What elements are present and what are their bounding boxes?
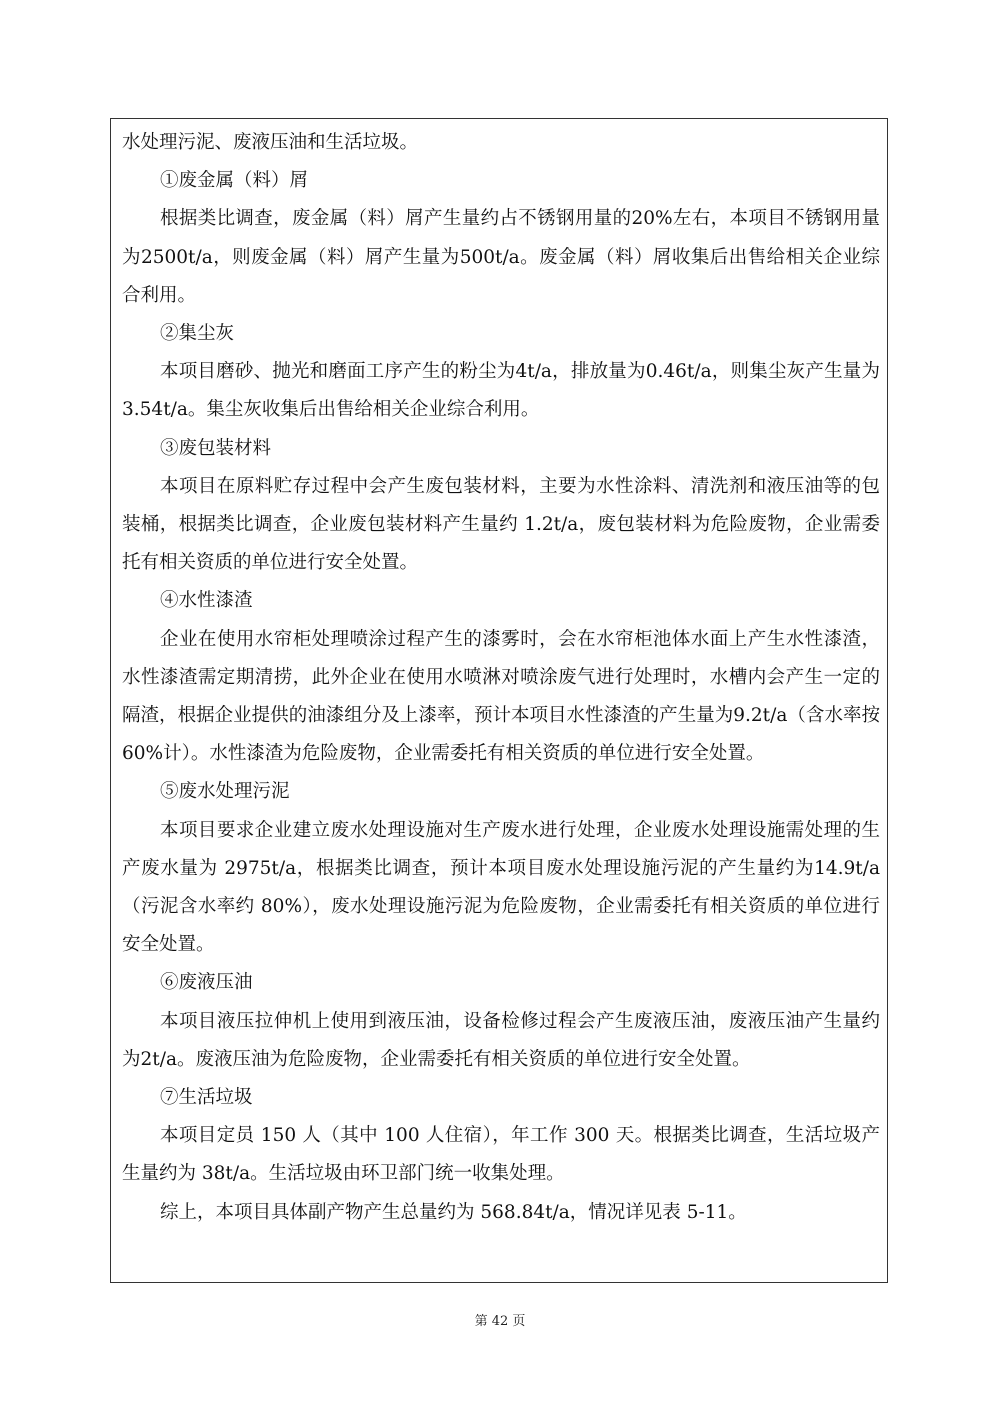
document-body xyxy=(122,124,880,1232)
paragraph-hydraulic-oil: 本项目液压拉伸机上使用到液压油，设备检修过程会产生废液压油，废液压油产生量约为2t/a。废液压油为危险废物，企业需委托有相关资质的单位进行安全处置。 xyxy=(122,1010,880,1070)
page-number: 第 42 页 xyxy=(474,1314,526,1329)
section-heading-packaging: ③废包装材料 xyxy=(160,437,272,459)
paragraph-summary: 综上，本项目具体副产物产生总量约为 568.84t/a，情况详见表 5-11。 xyxy=(160,1201,747,1223)
section-heading-dust: ②集尘灰 xyxy=(160,323,235,345)
paragraph-packaging: 本项目在原料贮存过程中会产生废包装材料，主要为水性涂料、清洗剂和液压油等的包装桶，根据类比调查，企业废包装材料产生量约 1.2t/a，废包装材料为危险废物，企业需委托有相关资质的单位进行安全处置。 xyxy=(122,475,880,574)
section-heading-sludge: ⑤废水处理污泥 xyxy=(160,781,290,803)
paragraph-scrap-metal: 根据类比调查，废金属（料）屑产生量约占不锈钢用量的20%左右，本项目不锈钢用量为2500t/a，则废金属（料）屑产生量为500t/a。废金属（料）屑收集后出售给相关企业综合利用。 xyxy=(122,208,880,306)
paragraph-dust: 本项目磨砂、抛光和磨面工序产生的粉尘为4t/a，排放量为0.46t/a，则集尘灰产生量为3.54t/a。集尘灰收集后出售给相关企业综合利用。 xyxy=(122,361,880,421)
section-heading-scrap-metal: ①废金属（料）屑 xyxy=(160,170,309,192)
paragraph-domestic-waste: 本项目定员 150 人（其中 100 人住宿），年工作 300 天。根据类比调查，生活垃圾产生量约为 38t/a。生活垃圾由环卫部门统一收集处理。 xyxy=(122,1125,880,1185)
section-heading-paint-residue: ④水性漆渣 xyxy=(160,590,253,612)
paragraph-sludge: 本项目要求企业建立废水处理设施对生产废水进行处理，企业废水处理设施需处理的生产废水量为 2975t/a，根据类比调查，预计本项目废水处理设施污泥的产生量约为14.9t/a（污泥含水率约 80%），废水处理设施污泥为危险废物，企业需委托有相关资质的单位进行安全处置。 xyxy=(122,819,880,956)
section-heading-hydraulic-oil: ⑥废液压油 xyxy=(160,972,253,994)
paragraph-continuation: 水处理污泥、废液压油和生活垃圾。 xyxy=(122,132,419,153)
paragraph-paint-residue: 企业在使用水帘柜处理喷涂过程产生的漆雾时，会在水帘柜池体水面上产生水性漆渣，水性漆渣需定期清捞，此外企业在使用水喷淋对喷涂废气进行处理时，水槽内会产生一定的隔渣，根据企业提供的油漆组分及上漆率，预计本项目水性漆渣的产生量为9.2t/a（含水率按 60%计）。水性漆渣为危险废物，企业需委托有相关资质的单位进行安全处置。 xyxy=(122,628,880,765)
section-heading-domestic-waste: ⑦生活垃圾 xyxy=(160,1087,253,1109)
